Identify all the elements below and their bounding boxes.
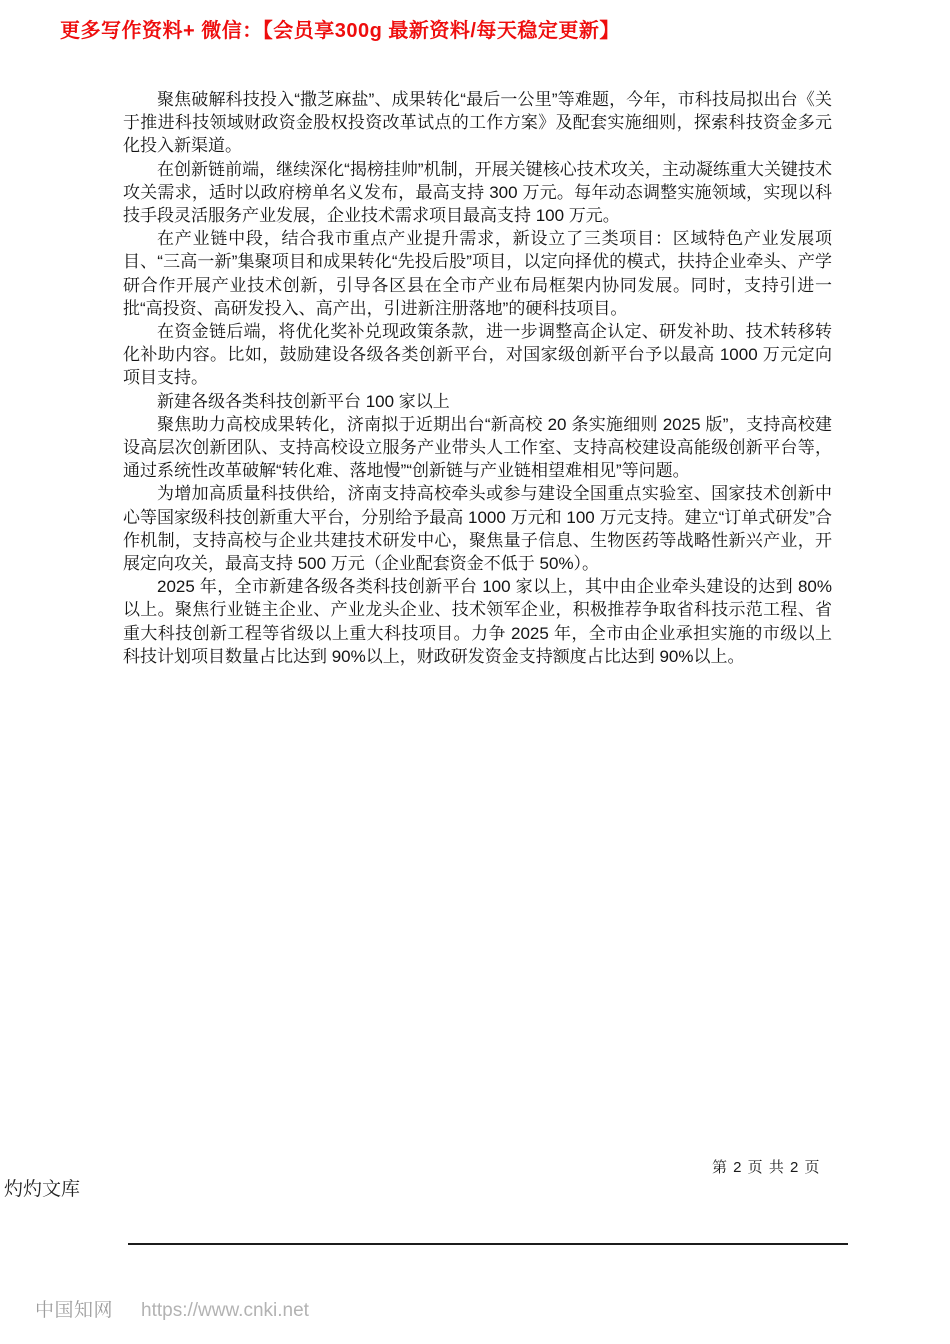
paragraph-funding-chain-back: 在资金链后端，将优化奖补兑现政策条款，进一步调整高企认定、研发补助、技术转移转化补助内容。比如，鼓励建设各级各类创新平台，对国家级创新平台予以最高 1000 万元定向项目支持。 xyxy=(123,322,832,388)
paragraph-innovation-chain-front: 在创新链前端，继续深化“揭榜挂帅”机制，开展关键核心技术攻关，主动凝练重大关键技术攻关需求，适时以政府榜单名义发布，最高支持 300 万元。每年动态调整实施领域，实现以科技手段灵活服务产业发展，企业技术需求项目最高支持 100 万元。 xyxy=(123,159,832,226)
page-number-indicator: 第 2 页 共 2 页 xyxy=(712,1159,821,1176)
paragraph-science-funding-reform: 聚焦破解科技投入“撒芝麻盐”、成果转化“最后一公里”等难题，今年，市科技局拟出台《关于推进科技领域财政资金股权投资改革试点的工作方案》及配套实施细则，探索科技资金多元化投入新渠道。 xyxy=(123,90,832,156)
document-body xyxy=(123,88,832,668)
library-watermark: 灼灼文库 xyxy=(4,1179,81,1200)
footer-divider-line xyxy=(128,1243,848,1245)
cnki-watermark xyxy=(35,1295,309,1322)
cnki-brand-logo: 中国知网 xyxy=(35,1300,114,1321)
subheading-innovation-platforms: 新建各级各类科技创新平台 100 家以上 xyxy=(157,391,450,411)
paragraph-industry-chain-middle: 在产业链中段，结合我市重点产业提升需求，新设立了三类项目：区域特色产业发展项目、“三高一新”集聚项目和成果转化“先投后股”项目，以定向择优的模式，扶持企业牵头、产学研合作开展产业技术创新，引导各区县在全市产业布局框架内协同发展。同时，支持引进一批“高投资、高研发投入、高产出，引进新注册落地”的硬科技项目。 xyxy=(123,229,832,318)
paragraph-2025-targets: 2025 年，全市新建各级各类科技创新平台 100 家以上，其中由企业牵头建设的达到 80%以上。聚焦行业链主企业、产业龙头企业、技术领军企业，积极推荐争取省科技示范工程、省重大科技创新工程等省级以上重大科技项目。力争 2025 年，全市由企业承担实施的市级以上科技计划项目数量占比达到 90%以上，财政研发资金支持额度占比达到 90%以上。 xyxy=(123,577,832,666)
paragraph-university-transformation: 聚焦助力高校成果转化，济南拟于近期出台“新高校 20 条实施细则 2025 版”，支持高校建设高层次创新团队、支持高校设立服务产业带头人工作室、支持高校建设高能级创新平台等，通过系统性改革破解“转化难、落地慢”“创新链与产业链相望难相见”等问题。 xyxy=(123,414,832,481)
paragraph-high-quality-supply: 为增加高质量科技供给，济南支持高校牵头或参与建设全国重点实验室、国家技术创新中心等国家级科技创新重大平台，分别给予最高 1000 万元和 100 万元支持。建立“订单式研发”合作机制，支持高校与企业共建技术研发中心，聚焦量子信息、生物医药等战略性新兴产业，开展定向攻关，最高支持 500 万元（企业配套资金不低于 50%）。 xyxy=(123,484,832,574)
cnki-url-text: https://www.cnki.net xyxy=(141,1300,309,1321)
promo-banner-text: 更多写作资料+ 微信：【会员享300g 最新资料/每天稳定更新】 xyxy=(60,20,620,42)
